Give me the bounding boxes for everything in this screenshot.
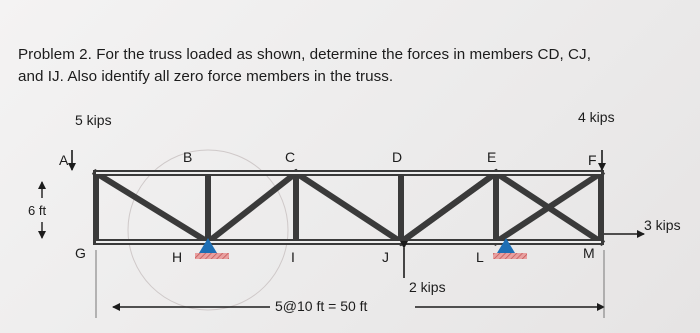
truss-members bbox=[96, 173, 601, 242]
member-jl-diag bbox=[401, 173, 496, 242]
node-label-c: C bbox=[285, 149, 296, 165]
node-label-g: G bbox=[75, 245, 86, 261]
node-label-l: L bbox=[476, 249, 484, 265]
node-label-a: A bbox=[59, 152, 69, 168]
problem-line-1: Problem 2. For the truss loaded as shown, determine the forces in members CD, CJ, bbox=[18, 46, 591, 63]
member-cj bbox=[296, 173, 401, 242]
node-label-f: F bbox=[588, 152, 597, 168]
node-label-j: J bbox=[382, 249, 389, 265]
load-label-m: 3 kips bbox=[644, 217, 681, 233]
node-label-i: I bbox=[291, 249, 295, 265]
node-label-m: M bbox=[583, 245, 595, 261]
member-hc bbox=[208, 173, 296, 242]
node-label-e: E bbox=[487, 149, 497, 165]
member-ah bbox=[96, 173, 208, 242]
node-label-b: B bbox=[183, 149, 193, 165]
load-label-a: 5 kips bbox=[75, 112, 112, 128]
node-label-h: H bbox=[172, 249, 183, 265]
node-label-d: D bbox=[392, 149, 403, 165]
dimension-height-label: 6 ft bbox=[28, 203, 47, 218]
load-label-f: 4 kips bbox=[578, 109, 615, 125]
dimension-span-label: 5@10 ft = 50 ft bbox=[275, 298, 368, 314]
problem-line-2: and IJ. Also identify all zero force members in the truss. bbox=[18, 68, 394, 85]
load-label-j: 2 kips bbox=[409, 279, 446, 295]
